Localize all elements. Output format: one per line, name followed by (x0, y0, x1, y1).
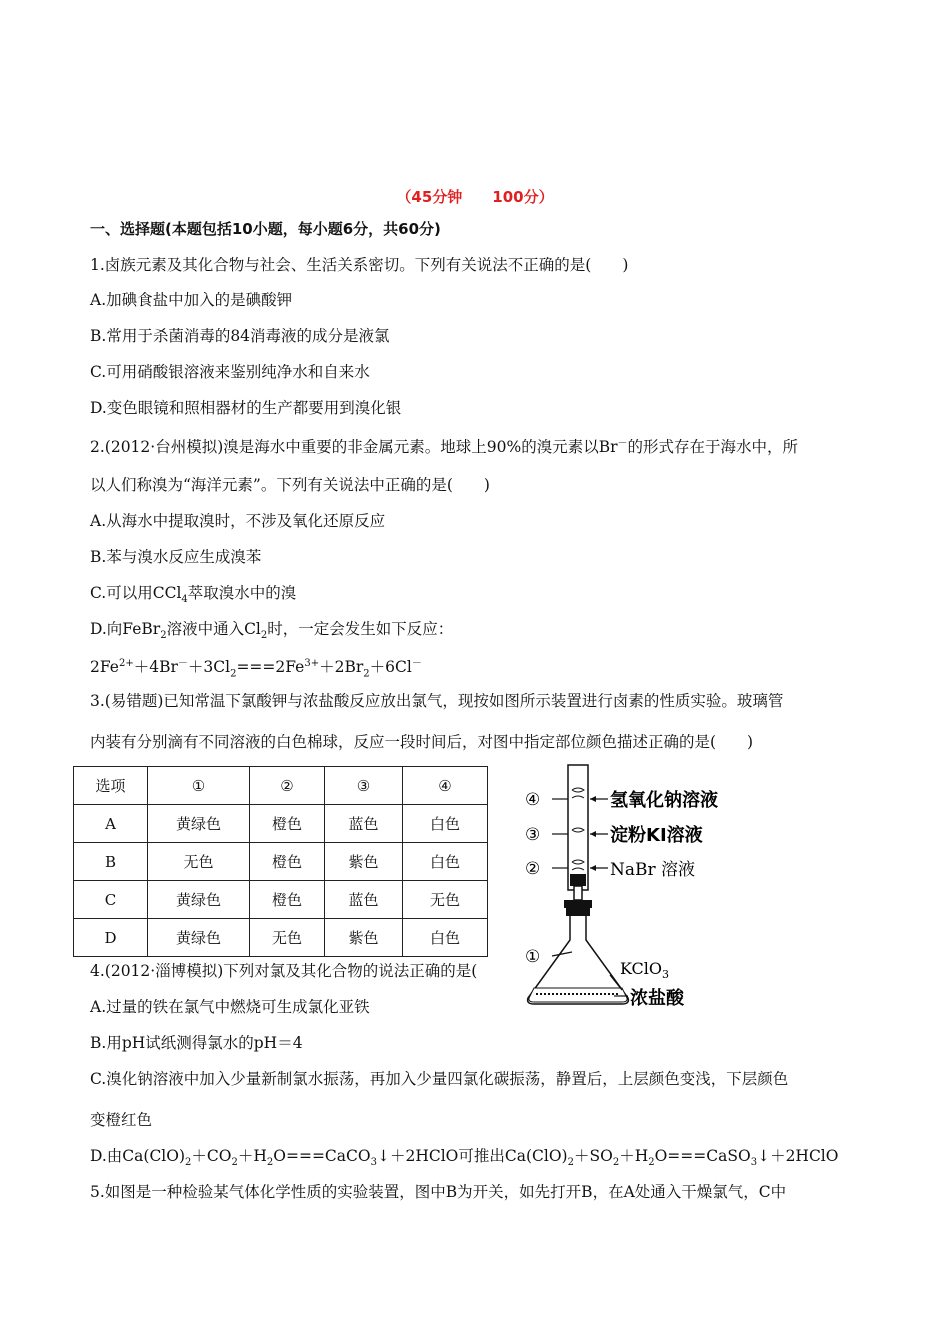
section-title: 一、选择题(本题包括10小题，每小题6分，共60分) (90, 220, 441, 238)
table-cell: 黄绿色 (148, 919, 250, 957)
table-cell: 白色 (403, 805, 488, 843)
connector-tube (574, 886, 582, 900)
q4-option-b: B.用pH试纸测得氯水的pH＝4 (90, 1034, 303, 1052)
table-row (74, 805, 488, 843)
q4-option-c-line1: C.溴化钠溶液中加入少量新制氯水振荡，再加入少量四氯化碳振荡，静置后，上层颜色变浅，下层颜色 (90, 1070, 789, 1088)
table-header-cell: 选项 (74, 767, 148, 805)
label-starch-ki: 淀粉KI溶液 (610, 825, 703, 846)
tube-bottom-plug (570, 874, 586, 886)
q4-option-c-line2: 变橙红色 (90, 1111, 153, 1129)
q2-option-d: D.向FeBr$_2$溶液中通入$Cl_2$时，一定会发生如下反应： (90, 620, 454, 642)
table-cell: 无色 (148, 843, 250, 881)
q4-option-a: A.过量的铁在氯气中燃烧可生成氯化亚铁 (90, 998, 370, 1016)
table-cell: 无色 (250, 919, 325, 957)
q1-stem: 1.卤族元素及其化合物与社会、生活关系密切。下列有关说法不正确的是( ) (90, 256, 629, 274)
marker-2: ② (525, 859, 541, 879)
q1-option-c: C.可用硝酸银溶液来鉴别纯净水和自来水 (90, 363, 370, 381)
q2-option-c: C.可以用CCl$_4$萃取溴水中的溴 (90, 584, 297, 606)
table-cell: 无色 (403, 881, 488, 919)
q3-stem-line1: 3.(易错题)已知常温下氯酸钾与浓盐酸反应放出氯气，现按如图所示装置进行卤素的性质实验。玻璃管 (90, 692, 784, 710)
marker-1: ① (525, 947, 541, 967)
arrow-head-nabr (590, 865, 596, 871)
table-cell: 蓝色 (325, 805, 403, 843)
label-kclo3: KClO$_3$ (620, 959, 669, 981)
table-header-cell: ④ (403, 767, 488, 805)
q2-option-b: B.苯与溴水反应生成溴苯 (90, 548, 262, 566)
table-cell: 橙色 (250, 843, 325, 881)
arrow-head-ki (590, 831, 596, 837)
leader-line-1 (552, 952, 572, 956)
table-row (74, 881, 488, 919)
table-header-row (74, 767, 488, 805)
marker-3: ③ (525, 825, 541, 845)
q2-stem-line1: 2.(2012·台州模拟)溴是海水中重要的非金属元素。地球上90%的溴元素以Br－的形式存在于海水中，所 (90, 438, 799, 457)
rubber-stopper-lower (566, 908, 590, 916)
table-cell: 紫色 (325, 843, 403, 881)
table-cell: B (74, 843, 148, 881)
experiment-apparatus-figure (510, 762, 750, 1012)
table-header-cell: ① (148, 767, 250, 805)
marker-4: ④ (525, 790, 541, 810)
table-row (74, 919, 488, 957)
q1-option-d: D.变色眼镜和照相器材的生产都要用到溴化银 (90, 399, 402, 417)
table-cell: C (74, 881, 148, 919)
q4-option-d: D.由$Ca(ClO)_2+CO_2+H_2O===CaCO_3↓+2HClO$可推出$Ca(ClO)_2+SO_2+H_2O===CaSO_3↓+2HClO$ (90, 1147, 839, 1169)
q3-options-table (73, 766, 488, 957)
table-row (74, 843, 488, 881)
table-cell: 紫色 (325, 919, 403, 957)
table-cell: A (74, 805, 148, 843)
time-score-heading: （45分钟 100分） (396, 188, 554, 206)
q2-equation: $2Fe^{2+}+4Br^-+3Cl_2===2Fe^{3+}+2Br_2+6Cl^-$ (90, 658, 422, 680)
table-cell: 白色 (403, 843, 488, 881)
q5-stem: 5.如图是一种检验某气体化学性质的实验装置，图中B为开关，如先打开B，在A处通入干燥氯气，C中 (90, 1183, 787, 1201)
label-conc-hcl: 浓盐酸 (630, 988, 684, 1009)
table-header-cell: ③ (325, 767, 403, 805)
table-header-cell: ② (250, 767, 325, 805)
label-nabr: NaBr 溶液 (610, 860, 696, 880)
q1-option-b: B.常用于杀菌消毒的84消毒液的成分是液氯 (90, 327, 390, 345)
table-cell: 黄绿色 (148, 805, 250, 843)
table-cell: 蓝色 (325, 881, 403, 919)
q4-stem: 4.(2012·淄博模拟)下列对氯及其化合物的说法正确的是( (90, 962, 478, 980)
arrow-head-naoh (590, 796, 596, 802)
label-naoh: 氢氧化钠溶液 (610, 790, 718, 811)
table-cell: 黄绿色 (148, 881, 250, 919)
glass-tube (568, 765, 588, 890)
table-cell: 白色 (403, 919, 488, 957)
q2-option-a: A.从海水中提取溴时，不涉及氧化还原反应 (90, 512, 386, 530)
q1-option-a: A.加碘食盐中加入的是碘酸钾 (90, 291, 293, 309)
rubber-stopper (564, 900, 592, 908)
q3-stem-line2: 内装有分别滴有不同溶液的白色棉球，反应一段时间后，对图中指定部位颜色描述正确的是( ) (90, 733, 754, 751)
table-cell: 橙色 (250, 881, 325, 919)
table-cell: D (74, 919, 148, 957)
table-cell: 橙色 (250, 805, 325, 843)
q2-stem-line2: 以人们称溴为“海洋元素”。下列有关说法中正确的是( ) (90, 476, 490, 494)
